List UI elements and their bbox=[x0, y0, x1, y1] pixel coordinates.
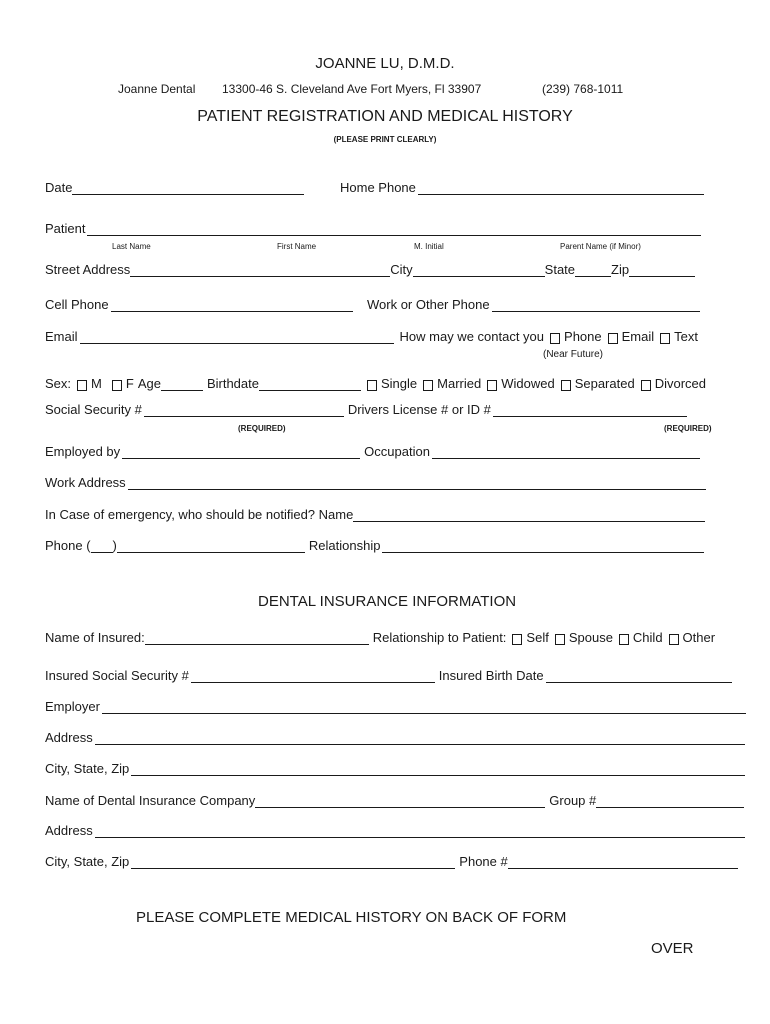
employer-label: Employer bbox=[45, 699, 100, 714]
cell-phone-label: Cell Phone bbox=[45, 297, 109, 312]
date-label: Date bbox=[45, 180, 73, 195]
cell-phone-field[interactable] bbox=[111, 298, 353, 312]
contact-email-label: Email bbox=[621, 329, 655, 344]
occupation-field[interactable] bbox=[432, 445, 700, 459]
email-field[interactable] bbox=[80, 330, 394, 344]
medical-history-notice: PLEASE COMPLETE MEDICAL HISTORY ON BACK OF FORM bbox=[136, 909, 567, 926]
company-csz-label: City, State, Zip bbox=[45, 854, 130, 869]
rel-self-checkbox[interactable] bbox=[512, 634, 522, 645]
ssn-row bbox=[45, 399, 691, 417]
employer-row bbox=[45, 696, 750, 714]
rel-self-label: Self bbox=[526, 630, 549, 645]
emergency-name-field[interactable] bbox=[353, 508, 705, 522]
drivers-license-label: Drivers License # or ID # bbox=[347, 402, 491, 417]
insured-ssn-row bbox=[45, 665, 736, 683]
over-label: OVER bbox=[651, 940, 694, 957]
insured-name-row bbox=[45, 627, 715, 645]
zip-label: Zip bbox=[611, 262, 630, 277]
relationship-label: Relationship bbox=[308, 538, 381, 553]
sex-status-row bbox=[45, 373, 706, 391]
home-phone-label: Home Phone bbox=[340, 180, 416, 195]
patient-label: Patient bbox=[45, 221, 86, 236]
contact-phone-label: Phone bbox=[564, 329, 602, 344]
birthdate-label: Birthdate bbox=[206, 376, 259, 391]
state-label: State bbox=[544, 262, 576, 277]
patient-row bbox=[45, 218, 705, 236]
emergency-row bbox=[45, 504, 709, 522]
contact-method-label: How may we contact you bbox=[399, 329, 545, 344]
insured-name-label: Name of Insured: bbox=[45, 630, 145, 645]
employed-by-field[interactable] bbox=[122, 445, 360, 459]
age-label: Age bbox=[137, 376, 161, 391]
street-address-row bbox=[45, 259, 695, 277]
street-address-field[interactable] bbox=[130, 263, 390, 277]
divorced-checkbox[interactable] bbox=[641, 380, 651, 391]
ins-csz-field[interactable] bbox=[131, 762, 745, 776]
married-checkbox[interactable] bbox=[423, 380, 433, 391]
occupation-label: Occupation bbox=[364, 444, 430, 459]
single-label: Single bbox=[381, 376, 418, 391]
practice-name: Joanne Dental bbox=[118, 82, 196, 96]
ins-company-label: Name of Dental Insurance Company bbox=[45, 793, 256, 808]
ins-csz-label: City, State, Zip bbox=[45, 761, 130, 776]
ins-address-label: Address bbox=[45, 730, 93, 745]
widowed-label: Widowed bbox=[501, 376, 555, 391]
group-label: Group # bbox=[549, 793, 597, 808]
work-phone-field[interactable] bbox=[492, 298, 700, 312]
last-name-caption: Last Name bbox=[112, 242, 151, 251]
emergency-phone-field[interactable] bbox=[117, 539, 305, 553]
divorced-label: Divorced bbox=[654, 376, 706, 391]
single-checkbox[interactable] bbox=[367, 380, 377, 391]
separated-checkbox[interactable] bbox=[561, 380, 571, 391]
ins-address-row bbox=[45, 727, 749, 745]
contact-text-checkbox[interactable] bbox=[660, 333, 670, 344]
sex-f-checkbox[interactable] bbox=[112, 380, 122, 391]
company-csz-field[interactable] bbox=[131, 855, 455, 869]
state-field[interactable] bbox=[575, 263, 611, 277]
rel-other-checkbox[interactable] bbox=[669, 634, 679, 645]
form-title: PATIENT REGISTRATION AND MEDICAL HISTORY bbox=[197, 108, 573, 125]
insured-birth-field[interactable] bbox=[546, 669, 732, 683]
company-address-field[interactable] bbox=[95, 824, 745, 838]
email-row bbox=[45, 326, 698, 344]
employed-by-label: Employed by bbox=[45, 444, 121, 459]
contact-email-checkbox[interactable] bbox=[608, 333, 618, 344]
company-address-label: Address bbox=[45, 823, 93, 838]
practice-phone: (239) 768-1011 bbox=[542, 82, 624, 96]
emergency-phone-label: Phone ( bbox=[45, 538, 91, 553]
street-address-label: Street Address bbox=[45, 262, 131, 277]
work-address-field[interactable] bbox=[128, 476, 706, 490]
ins-address-field[interactable] bbox=[95, 731, 745, 745]
company-phone-label: Phone # bbox=[459, 854, 508, 869]
birthdate-field[interactable] bbox=[259, 377, 361, 391]
insured-name-field[interactable] bbox=[145, 631, 369, 645]
employer-field[interactable] bbox=[102, 700, 746, 714]
rel-other-label: Other bbox=[682, 630, 716, 645]
group-field[interactable] bbox=[596, 794, 744, 808]
date-field[interactable] bbox=[72, 181, 304, 195]
area-code-field[interactable] bbox=[91, 539, 113, 553]
contact-text-label: Text bbox=[674, 329, 698, 344]
middle-initial-caption: M. Initial bbox=[414, 242, 444, 251]
contact-phone-checkbox[interactable] bbox=[550, 333, 560, 344]
sex-label: Sex: bbox=[45, 376, 72, 391]
email-label: Email bbox=[45, 329, 78, 344]
rel-spouse-checkbox[interactable] bbox=[555, 634, 565, 645]
insured-ssn-field[interactable] bbox=[191, 669, 435, 683]
widowed-checkbox[interactable] bbox=[487, 380, 497, 391]
ssn-label: Social Security # bbox=[45, 402, 142, 417]
insured-relationship-label: Relationship to Patient: bbox=[372, 630, 507, 645]
practice-address: 13300-46 S. Cleveland Ave Fort Myers, Fl 33907 bbox=[222, 82, 482, 96]
print-clearly-note: (PLEASE PRINT CLEARLY) bbox=[333, 135, 437, 144]
company-csz-row bbox=[45, 851, 742, 869]
work-address-label: Work Address bbox=[45, 475, 126, 490]
date-row bbox=[45, 177, 308, 195]
home-phone-field[interactable] bbox=[418, 181, 704, 195]
first-name-caption: First Name bbox=[277, 242, 317, 251]
city-field[interactable] bbox=[413, 263, 545, 277]
emergency-phone-row bbox=[45, 535, 708, 553]
separated-label: Separated bbox=[574, 376, 635, 391]
license-required-note: (REQUIRED) bbox=[664, 424, 712, 433]
insured-ssn-label: Insured Social Security # bbox=[45, 668, 189, 683]
home-phone-row bbox=[340, 177, 708, 195]
near-future-note: (Near Future) bbox=[543, 349, 604, 360]
rel-child-checkbox[interactable] bbox=[619, 634, 629, 645]
doctor-name: JOANNE LU, D.M.D. bbox=[315, 55, 455, 72]
ssn-field[interactable] bbox=[144, 403, 344, 417]
insurance-heading: DENTAL INSURANCE INFORMATION bbox=[258, 593, 517, 610]
work-phone-row bbox=[367, 294, 704, 312]
employed-row bbox=[45, 441, 704, 459]
company-address-row bbox=[45, 820, 749, 838]
rel-child-label: Child bbox=[632, 630, 663, 645]
work-phone-label: Work or Other Phone bbox=[367, 297, 490, 312]
ssn-required-note: (REQUIRED) bbox=[238, 424, 286, 433]
sex-m-checkbox[interactable] bbox=[77, 380, 87, 391]
patient-name-field[interactable] bbox=[87, 222, 701, 236]
emergency-phone-close: ) bbox=[112, 538, 117, 553]
ins-company-row bbox=[45, 790, 748, 808]
relationship-field[interactable] bbox=[382, 539, 704, 553]
parent-name-caption: Parent Name (if Minor) bbox=[560, 242, 641, 251]
insured-birth-label: Insured Birth Date bbox=[438, 668, 544, 683]
work-address-row bbox=[45, 472, 710, 490]
emergency-label: In Case of emergency, who should be notified? Name bbox=[45, 507, 354, 522]
zip-field[interactable] bbox=[629, 263, 695, 277]
age-field[interactable] bbox=[161, 377, 203, 391]
sex-m-label: M bbox=[91, 376, 102, 391]
sex-f-label: F bbox=[125, 376, 134, 391]
rel-spouse-label: Spouse bbox=[568, 630, 613, 645]
cell-phone-row bbox=[45, 294, 357, 312]
ins-csz-row bbox=[45, 758, 749, 776]
drivers-license-field[interactable] bbox=[493, 403, 687, 417]
city-label: City bbox=[390, 262, 413, 277]
ins-company-field[interactable] bbox=[255, 794, 545, 808]
married-label: Married bbox=[437, 376, 482, 391]
company-phone-field[interactable] bbox=[508, 855, 738, 869]
